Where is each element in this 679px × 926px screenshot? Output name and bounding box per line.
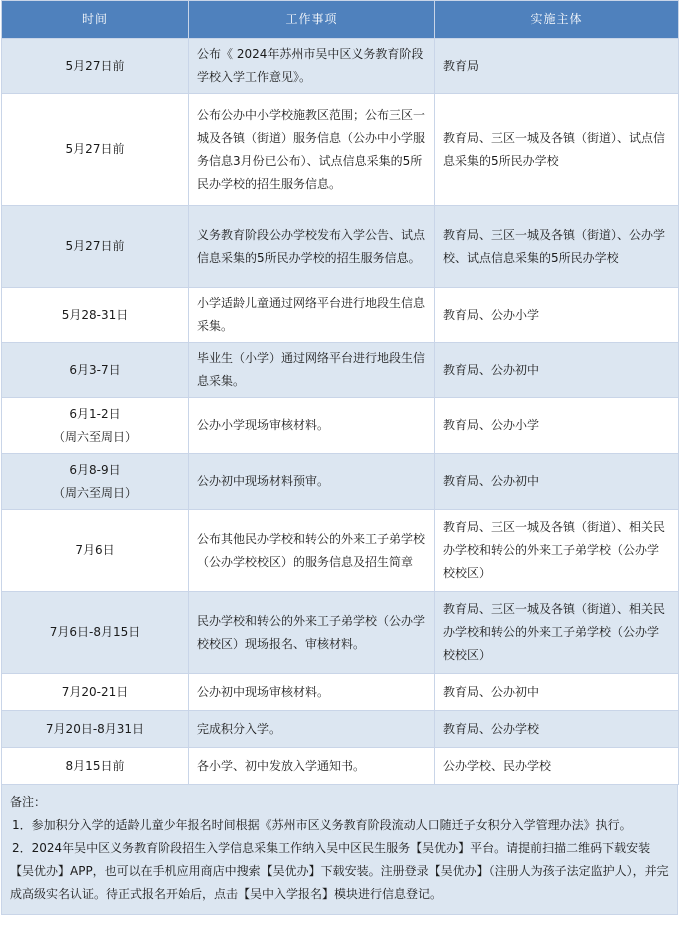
table-row <box>2 748 679 785</box>
cell-time <box>2 510 189 592</box>
cell-body: 教育局、公办初中 <box>435 343 679 398</box>
time-line: （周六至周日） <box>52 485 137 500</box>
cell-body: 公办学校、民办学校 <box>435 748 679 785</box>
table-row <box>2 711 679 748</box>
table-row <box>2 510 679 592</box>
cell-task: 公办初中现场材料预审。 <box>189 454 435 510</box>
time-line: 7月6日 <box>75 543 115 557</box>
table-row <box>2 454 679 510</box>
cell-time <box>2 288 189 343</box>
time-line: 7月20日-8月31日 <box>45 721 145 736</box>
table-row <box>2 343 679 398</box>
cell-body: 教育局、三区一城及各镇（街道）、试点信息采集的5所民办学校 <box>435 94 679 206</box>
header-time: 时间 <box>2 1 189 39</box>
cell-time <box>2 711 189 748</box>
cell-task: 公布其他民办学校和转公的外来工子弟学校（公办学校校区）的服务信息及招生简章 <box>189 510 435 592</box>
cell-body: 教育局、三区一城及各镇（街道）、相关民办学校和转公的外来工子弟学校（公办学校校区） <box>435 510 679 592</box>
time-line: 7月20-21日 <box>61 684 129 699</box>
cell-task: 民办学校和转公的外来工子弟学校（公办学校校区）现场报名、审核材料。 <box>189 592 435 674</box>
cell-task: 小学适龄儿童通过网络平台进行地段生信息采集。 <box>189 288 435 343</box>
cell-body: 教育局、公办初中 <box>435 454 679 510</box>
cell-body: 教育局、三区一城及各镇（街道）、相关民办学校和转公的外来工子弟学校（公办学校校区） <box>435 592 679 674</box>
notes-section <box>1 785 678 915</box>
cell-task: 公布《 2024年苏州市吴中区义务教育阶段学校入学工作意见》。 <box>189 39 435 94</box>
cell-task: 完成积分入学。 <box>189 711 435 748</box>
table-row <box>2 39 679 94</box>
cell-task: 公布公办中小学校施教区范围；公布三区一城及各镇（街道）服务信息（公办中小学服务信息3月份已公布）、试点信息采集的5所民办学校的招生服务信息。 <box>189 94 435 206</box>
time-line: 5月28-31日 <box>61 307 129 322</box>
table-row <box>2 592 679 674</box>
table-header-row <box>2 1 679 39</box>
table-row <box>2 94 679 206</box>
schedule-table <box>1 0 679 785</box>
cell-time <box>2 206 189 288</box>
cell-time <box>2 748 189 785</box>
cell-body: 教育局、公办学校 <box>435 711 679 748</box>
time-line: 8月15日前 <box>65 758 125 773</box>
cell-body: 教育局 <box>435 39 679 94</box>
table-body <box>2 39 679 785</box>
note-item-2: 2．2024年吴中区义务教育阶段招生入学信息采集工作纳入吴中区民生服务【吴优办】平台。请提前扫描二维码下载安装【吴优办】APP，也可以在手机应用商店中搜索【吴优办】下载安装。注册登录【吴优办】（注册人为孩子法定监护人），并完成高级实名认证。待正式报名开始后，点击【吴中入学报名】模块进行信息登记。 <box>10 841 669 901</box>
time-line: （周六至周日） <box>52 429 137 444</box>
cell-task: 公办初中现场审核材料。 <box>189 674 435 711</box>
cell-time <box>2 592 189 674</box>
cell-task: 公办小学现场审核材料。 <box>189 398 435 454</box>
header-body: 实施主体 <box>435 1 679 39</box>
time-line: 5月27日前 <box>65 58 125 73</box>
header-task: 工作事项 <box>189 1 435 39</box>
cell-task: 义务教育阶段公办学校发布入学公告、试点信息采集的5所民办学校的招生服务信息。 <box>189 206 435 288</box>
table-row <box>2 288 679 343</box>
cell-body: 教育局、公办小学 <box>435 398 679 454</box>
table-row <box>2 674 679 711</box>
time-line: 6月3-7日 <box>69 362 121 377</box>
cell-time <box>2 94 189 206</box>
cell-time <box>2 454 189 510</box>
cell-time <box>2 39 189 94</box>
time-line: 6月1-2日 <box>69 406 121 421</box>
time-line: 5月27日前 <box>65 239 125 253</box>
cell-body: 教育局、公办小学 <box>435 288 679 343</box>
cell-time <box>2 674 189 711</box>
cell-task: 毕业生（小学）通过网络平台进行地段生信息采集。 <box>189 343 435 398</box>
time-line: 6月8-9日 <box>69 462 121 477</box>
table-row <box>2 398 679 454</box>
note-item-1: 1．参加积分入学的适龄儿童少年报名时间根据《苏州市区义务教育阶段流动人口随迁子女积分入学管理办法》执行。 <box>12 818 632 832</box>
table-row <box>2 206 679 288</box>
cell-time <box>2 398 189 454</box>
cell-body: 教育局、公办初中 <box>435 674 679 711</box>
cell-body: 教育局、三区一城及各镇（街道）、公办学校、试点信息采集的5所民办学校 <box>435 206 679 288</box>
cell-time <box>2 343 189 398</box>
cell-task: 各小学、初中发放入学通知书。 <box>189 748 435 785</box>
notes-title: 备注： <box>10 795 47 809</box>
time-line: 7月6日-8月15日 <box>49 625 141 639</box>
time-line: 5月27日前 <box>65 142 125 156</box>
